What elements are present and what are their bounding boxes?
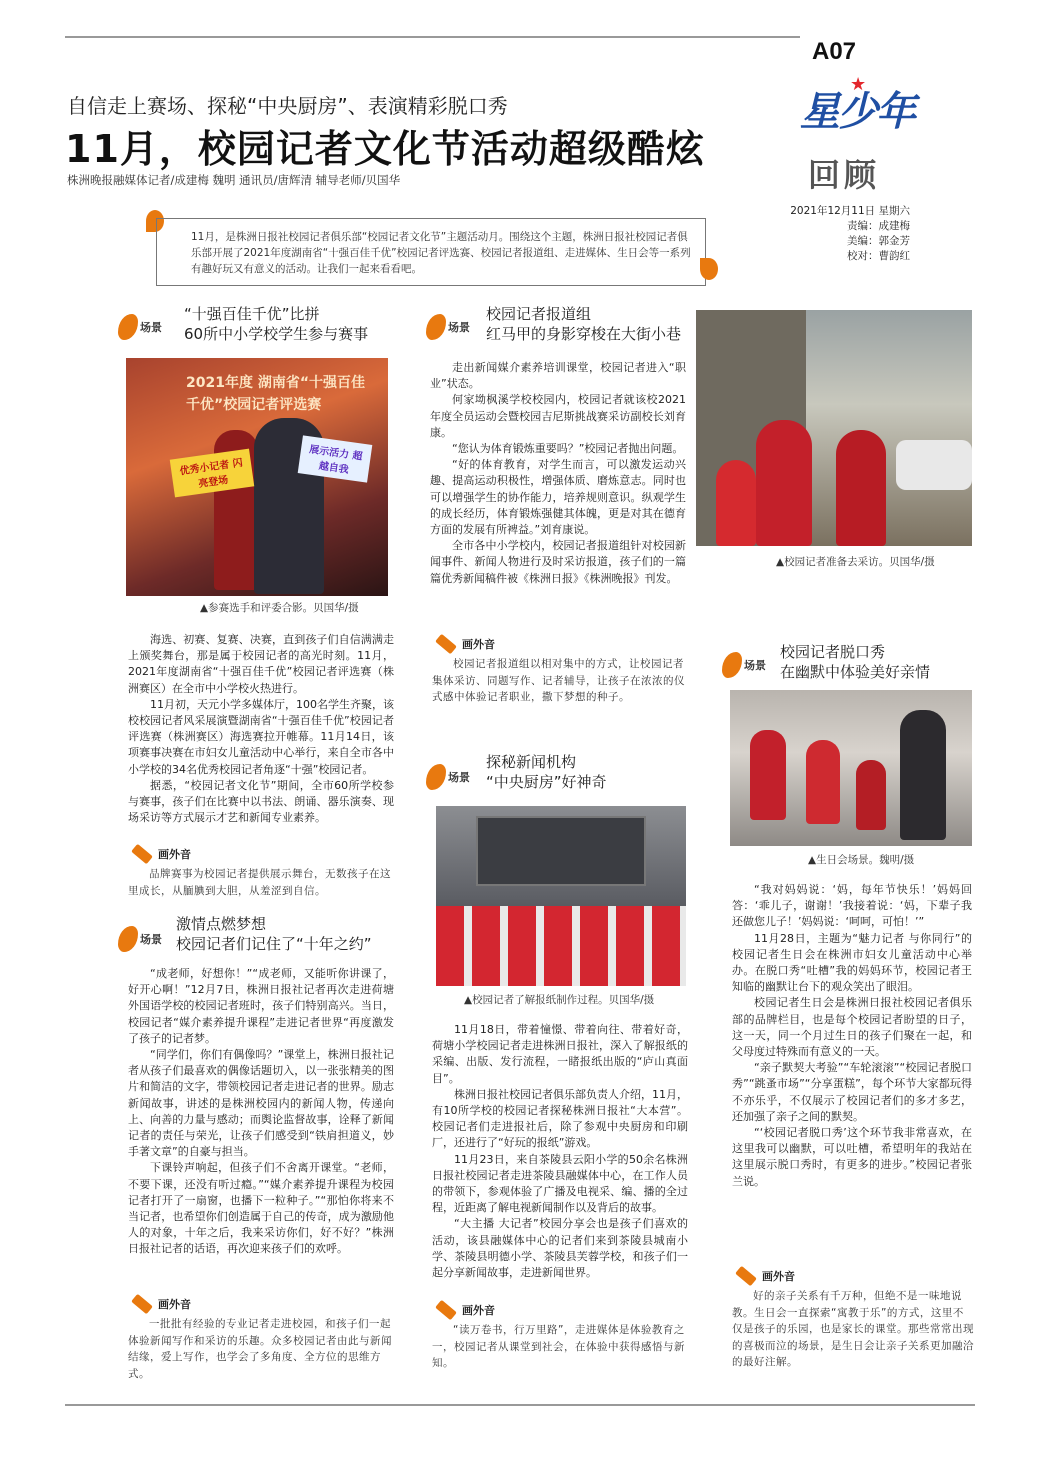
section-2-p1: “成老师，好想你！”“成老师，又能听你讲课了，好开心啊！”12月7日，株洲日报社记者再次走进荷塘外国语学校的校园记者班时，孩子们特别高兴。当日，校园记者“媒介素养提升课程”走进记者世界“再度激发了孩子的记者梦。 [128,967,394,1045]
sidebar-3-text: 校园记者报道组以相对集中的方式，让校园记者集体采访、同题写作、记者辅导，让孩子在浓浓的仪式感中体验记者职业，撒下梦想的种子。 [432,658,685,703]
section-2-head1: 激情点燃梦想 [176,915,267,933]
scene-label: 场景 [448,321,470,334]
brand-logo: 星少年 [800,90,914,134]
intro-text: 11月，是株洲日报社校园记者俱乐部“校园记者文化节”主题活动月。围绕这个主题，株洲日报社校园记者俱乐部开展了2021年度湖南省“十强百佳千优”校园记者评选赛、校园记者报道组、走进媒体、生日会等一系列有趣好玩又有意义的活动。让我们一起来看看吧。 [191,231,691,275]
date-info [760,204,910,264]
proofreader-credit: 校对：曹韵红 [847,250,910,262]
section-1-p2: 11月初，天元小学多媒体厅，100名学生齐聚，该校校园记者风采展演暨湖南省“十强百佳千优”校园记者评选赛（株洲赛区）海选赛拉开帷幕。11月14日，该项赛事决赛在市妇女儿童活动中心举行，来自全市各中小学校的34名优秀校园记者角逐“十强”校园记者。 [128,697,394,776]
section-5-p3: 校园记者生日会是株洲日报社校园记者俱乐部的品牌栏目，也是每个校园记者盼望的日子，这一天，同一个月过生日的孩子们聚在一起，和父母度过特殊而有意义的一天。 [732,996,972,1059]
scene-label: 场景 [744,659,766,672]
section-4-p2: 株洲日报社校园记者俱乐部负责人介绍，11月，有10所学校的校园记者探秘株洲日报社“大本营”。校园记者们走进报社后，除了参观中央厨房和印刷厂，还进行了“好玩的报纸”游戏。 [432,1087,688,1150]
photo-kid-b [806,740,840,824]
section-1-p1: 海选、初赛、复赛、决赛，直到孩子们自信满满走上颁奖舞台，那是属于校园记者的高光时刻。11月，2021年度湖南省“十强百佳千优”校园记者评选赛（株洲赛区）在全市中小学校火热进行。 [128,633,394,695]
section-5-body [732,882,972,1190]
section-3-p1: 走出新闻媒介素养培训课堂，校园记者进入“职业”状态。 [430,361,686,391]
photo-reporting-group [696,310,972,546]
pencil-icon [131,844,153,865]
section-1-head1: “十强百佳千优”比拼 [184,305,320,323]
section-3-head1: 校园记者报道组 [486,305,592,323]
section-4-p4: “大主播 大记者”校园分享会也是孩子们喜欢的活动，该县融媒体中心的记者们来到茶陵县城南小学、茶陵县明德小学、茶陵县芙蓉学校，和孩子们一起分享新闻故事，走进新闻世界。 [432,1217,688,1280]
photo-printing-plant [436,806,686,986]
sidebar-tag-5 [736,1268,795,1284]
page-number: A07 [812,38,857,65]
section-3-head2: 红马甲的身影穿梭在大街小巷 [486,325,682,343]
sidebar-label: 画外音 [462,638,495,651]
section-1-head2: 60所中小学校学生参与赛事 [184,325,369,343]
section-5-p5: “‘校园记者脱口秀’这个环节我非常喜欢，在这里我可以幽默，可以吐槽，希望明年的我站在这里展示脱口秀时，有更多的进步。”校园记者张兰说。 [732,1126,972,1188]
photo-kids-caps [436,906,686,986]
pencil-icon [735,1266,757,1287]
photo-backdrop-text: 2021年度 湖南省“十强百佳千优”校园记者评选赛 [186,375,366,413]
caption-reporting: ▲校园记者准备去采访。贝国华/摄 [776,556,935,568]
close-quote-icon [700,258,718,280]
section-1-p3: 据悉，“校园记者文化节”期间，全市60所学校参与赛事，孩子们在比赛中以书法、朗诵、器乐演奏、现场采访等方式展示才艺和新闻专业素养。 [128,778,394,825]
photo-kid-c [856,760,886,830]
sidebar-tag-3 [436,636,495,652]
section-2-p2: “同学们，你们有偶像吗？”课堂上，株洲日报社记者从孩子们最喜欢的偶像话题切入，以一张张精美的图片和简洁的文字，带领校园记者走进记者的世界。励志新闻故事，讲述的是株洲校园内的新闻人物，传递向上、向善的力量与感动；而舆论监督故事，诠释了新闻记者的责任与荣光，让孩子们感受到“铁肩担道义，妙手著文章”的自豪与担当。 [128,1048,394,1159]
editor-credit: 责编：成建梅 [847,220,910,232]
section-4-heading [486,752,607,792]
section-3-p2: 何家坳枫溪学校校园内，校园记者就该校2021年度全员运动会暨校园吉尼斯挑战赛采访副校长刘育康。 [430,393,686,439]
scene-tag-2 [118,926,162,952]
sidebar-label: 画外音 [762,1270,795,1283]
byline: 株洲晚报融媒体记者/成建梅 魏明 通讯员/唐辉清 辅导老师/贝国华 [67,173,401,187]
section-3-p4: “好的体育教育，对学生而言，可以激发运动兴趣、提高运动积极性，增强体质、磨炼意志。同时也可以增强学生的协作能力，培养规则意识。纵观学生的成长经历，体育锻炼强健其体魄，更是对其在德育方面的发展有所裨益。”刘育康说。 [430,458,686,537]
photo-press-machine [476,816,646,886]
section-3-p5: 全市各中小学校内，校园记者报道组针对校园新闻事件、新闻人物进行及时采访报道，孩子们的一篇篇优秀新闻稿件被《株洲日报》《株洲晚报》刊发。 [430,539,686,585]
photo-adult [900,710,946,840]
caption-birthday: ▲生日会场景。魏明/摄 [808,854,915,866]
sidebar-5-text: 好的亲子关系有千万种，但绝不是一味地说教。生日会一直探索“寓教于乐”的方式，这里不仅是孩子的乐园，也是家长的课堂。那些常常出现的喜极而泣的场景，是生日会让亲子关系更加融洽的最好注解。 [732,1290,974,1368]
section-5-head1: 校园记者脱口秀 [780,643,886,661]
scene-label: 场景 [448,771,470,784]
sidebar-tag-4 [436,1302,495,1318]
top-rule [65,36,800,38]
scene-tag-1 [118,314,162,340]
section-3-p3: “您认为体育锻炼重要吗？”校园记者抛出问题。 [452,442,684,456]
pencil-icon [435,1300,457,1321]
sidebar-tag-1 [132,846,191,862]
pencil-icon [131,1294,153,1315]
scene-tag-5 [722,652,766,678]
photo-kid-1 [756,420,812,546]
section-5-p1: “我对妈妈说：‘妈，每年节快乐！’妈妈回答：‘乖儿子，谢谢！’我接着说：‘妈，下辈子我还做您儿子！’妈妈说：‘呵呵，可怕！’” [732,883,972,929]
section-1-heading [184,304,368,344]
section-4-p1: 11月18日，带着憧憬、带着向往、带着好奇，荷塘小学校园记者走进株洲日报社，深入了解报纸的采编、出版、发行流程，一睹报纸出版的“庐山真面目”。 [432,1023,688,1085]
photo-kid-2 [836,430,886,546]
section-4-head2: “中央厨房”好神奇 [486,773,607,791]
section-5-p4: “亲子默契大考验”“车轮滚滚”“校园记者脱口秀”“跳蚤市场”“分享蛋糕”，每个环节大家都玩得不亦乐乎，不仅展示了校园记者们的多才多艺，还加强了亲子之间的默契。 [732,1061,972,1123]
sidebar-1-text: 品牌赛事为校园记者提供展示舞台，无数孩子在这里成长，从腼腆到大胆，从羞涩到自信。 [128,868,391,897]
section-2-p3: 下课铃声响起，但孩子们不舍离开课堂。“老师，不要下课，还没有听过瘾。”“媒介素养提升课程为校园记者打开了一扇窗，也播下一粒种子。”“那怕你将来不当记者，也希望你们创造属于自己的传奇，成为激励他人的对象，十年之后，我来采访你们，好不好？”株洲日报社记者的话语，再次迎来孩子们的欢呼。 [128,1161,394,1256]
photo-kid-a [750,730,786,820]
section-4-body [432,1022,688,1281]
section-5-heading [780,642,930,682]
photo-car [896,440,972,490]
photo-kid-3 [716,460,756,546]
pencil-icon [435,634,457,655]
photo-contest [126,358,388,596]
section-2-head2: 校园记者们记住了“十年之约” [176,935,372,953]
sidebar-4-text: “读万卷书，行万里路”，走进媒体是体验教育之一，校园记者从课堂到社会，在体验中获得感悟与新知。 [432,1324,685,1369]
section-title: 回顾 [808,156,881,194]
sidebar-label: 画外音 [158,1298,191,1311]
caption-printing: ▲校园记者了解报纸制作过程。贝国华/摄 [464,994,655,1006]
photo-birthday-party [730,690,972,846]
scene-tag-4 [426,764,470,790]
issue-date: 2021年12月11日 星期六 [790,205,910,217]
intro-box [156,218,706,286]
section-5-p2: 11月28日，主题为“魅力记者 与你同行”的校园记者生日会在株洲市妇女儿童活动中心举办。在脱口秀“吐槽”我的妈妈环节，校园记者王知临的幽默让台下的观众笑出了眼泪。 [732,931,972,994]
sidebar-2-text: 一批批有经验的专业记者走进校园，和孩子们一起体验新闻写作和采访的乐趣。众多校园记者由此与新闻结缘，爱上写作，也学会了多角度、全方位的思维方式。 [128,1318,392,1380]
section-2-body [128,966,394,1258]
section-4-p3: 11月23日，来自茶陵县云阳小学的50余名株洲日报社校园记者走进茶陵县融媒体中心，在工作人员的带领下，参观体验了广播及电视采、编、播的全过程，近距离了解电视新闻制作以及背后的故事。 [432,1152,688,1215]
scene-label: 场景 [140,933,162,946]
section-2-heading [176,914,372,954]
scene-label: 场景 [140,321,162,334]
sidebar-label: 画外音 [462,1304,495,1317]
section-5-head2: 在幽默中体验美好亲情 [780,663,931,681]
photo-sign-left: 优秀小记者 闪亮登场 [170,449,255,498]
star-icon: ★ [850,74,867,95]
section-3-heading [486,304,681,344]
section-4-head1: 探秘新闻机构 [486,753,577,771]
section-1-body [128,632,394,826]
photo-sign-right: 展示活力 超越自我 [298,435,373,482]
designer-credit: 美编：郭金芳 [847,235,910,247]
headline-kicker: 自信走上赛场、探秘“中央厨房”、表演精彩脱口秀 [67,94,508,118]
scene-tag-3 [426,314,470,340]
caption-contest: ▲参赛选手和评委合影。贝国华/摄 [200,602,359,614]
section-3-body [430,360,686,587]
headline-title: 11月，校园记者文化节活动超级酷炫 [65,127,705,171]
sidebar-label: 画外音 [158,848,191,861]
sidebar-tag-2 [132,1296,191,1312]
bottom-rule [65,1404,975,1406]
